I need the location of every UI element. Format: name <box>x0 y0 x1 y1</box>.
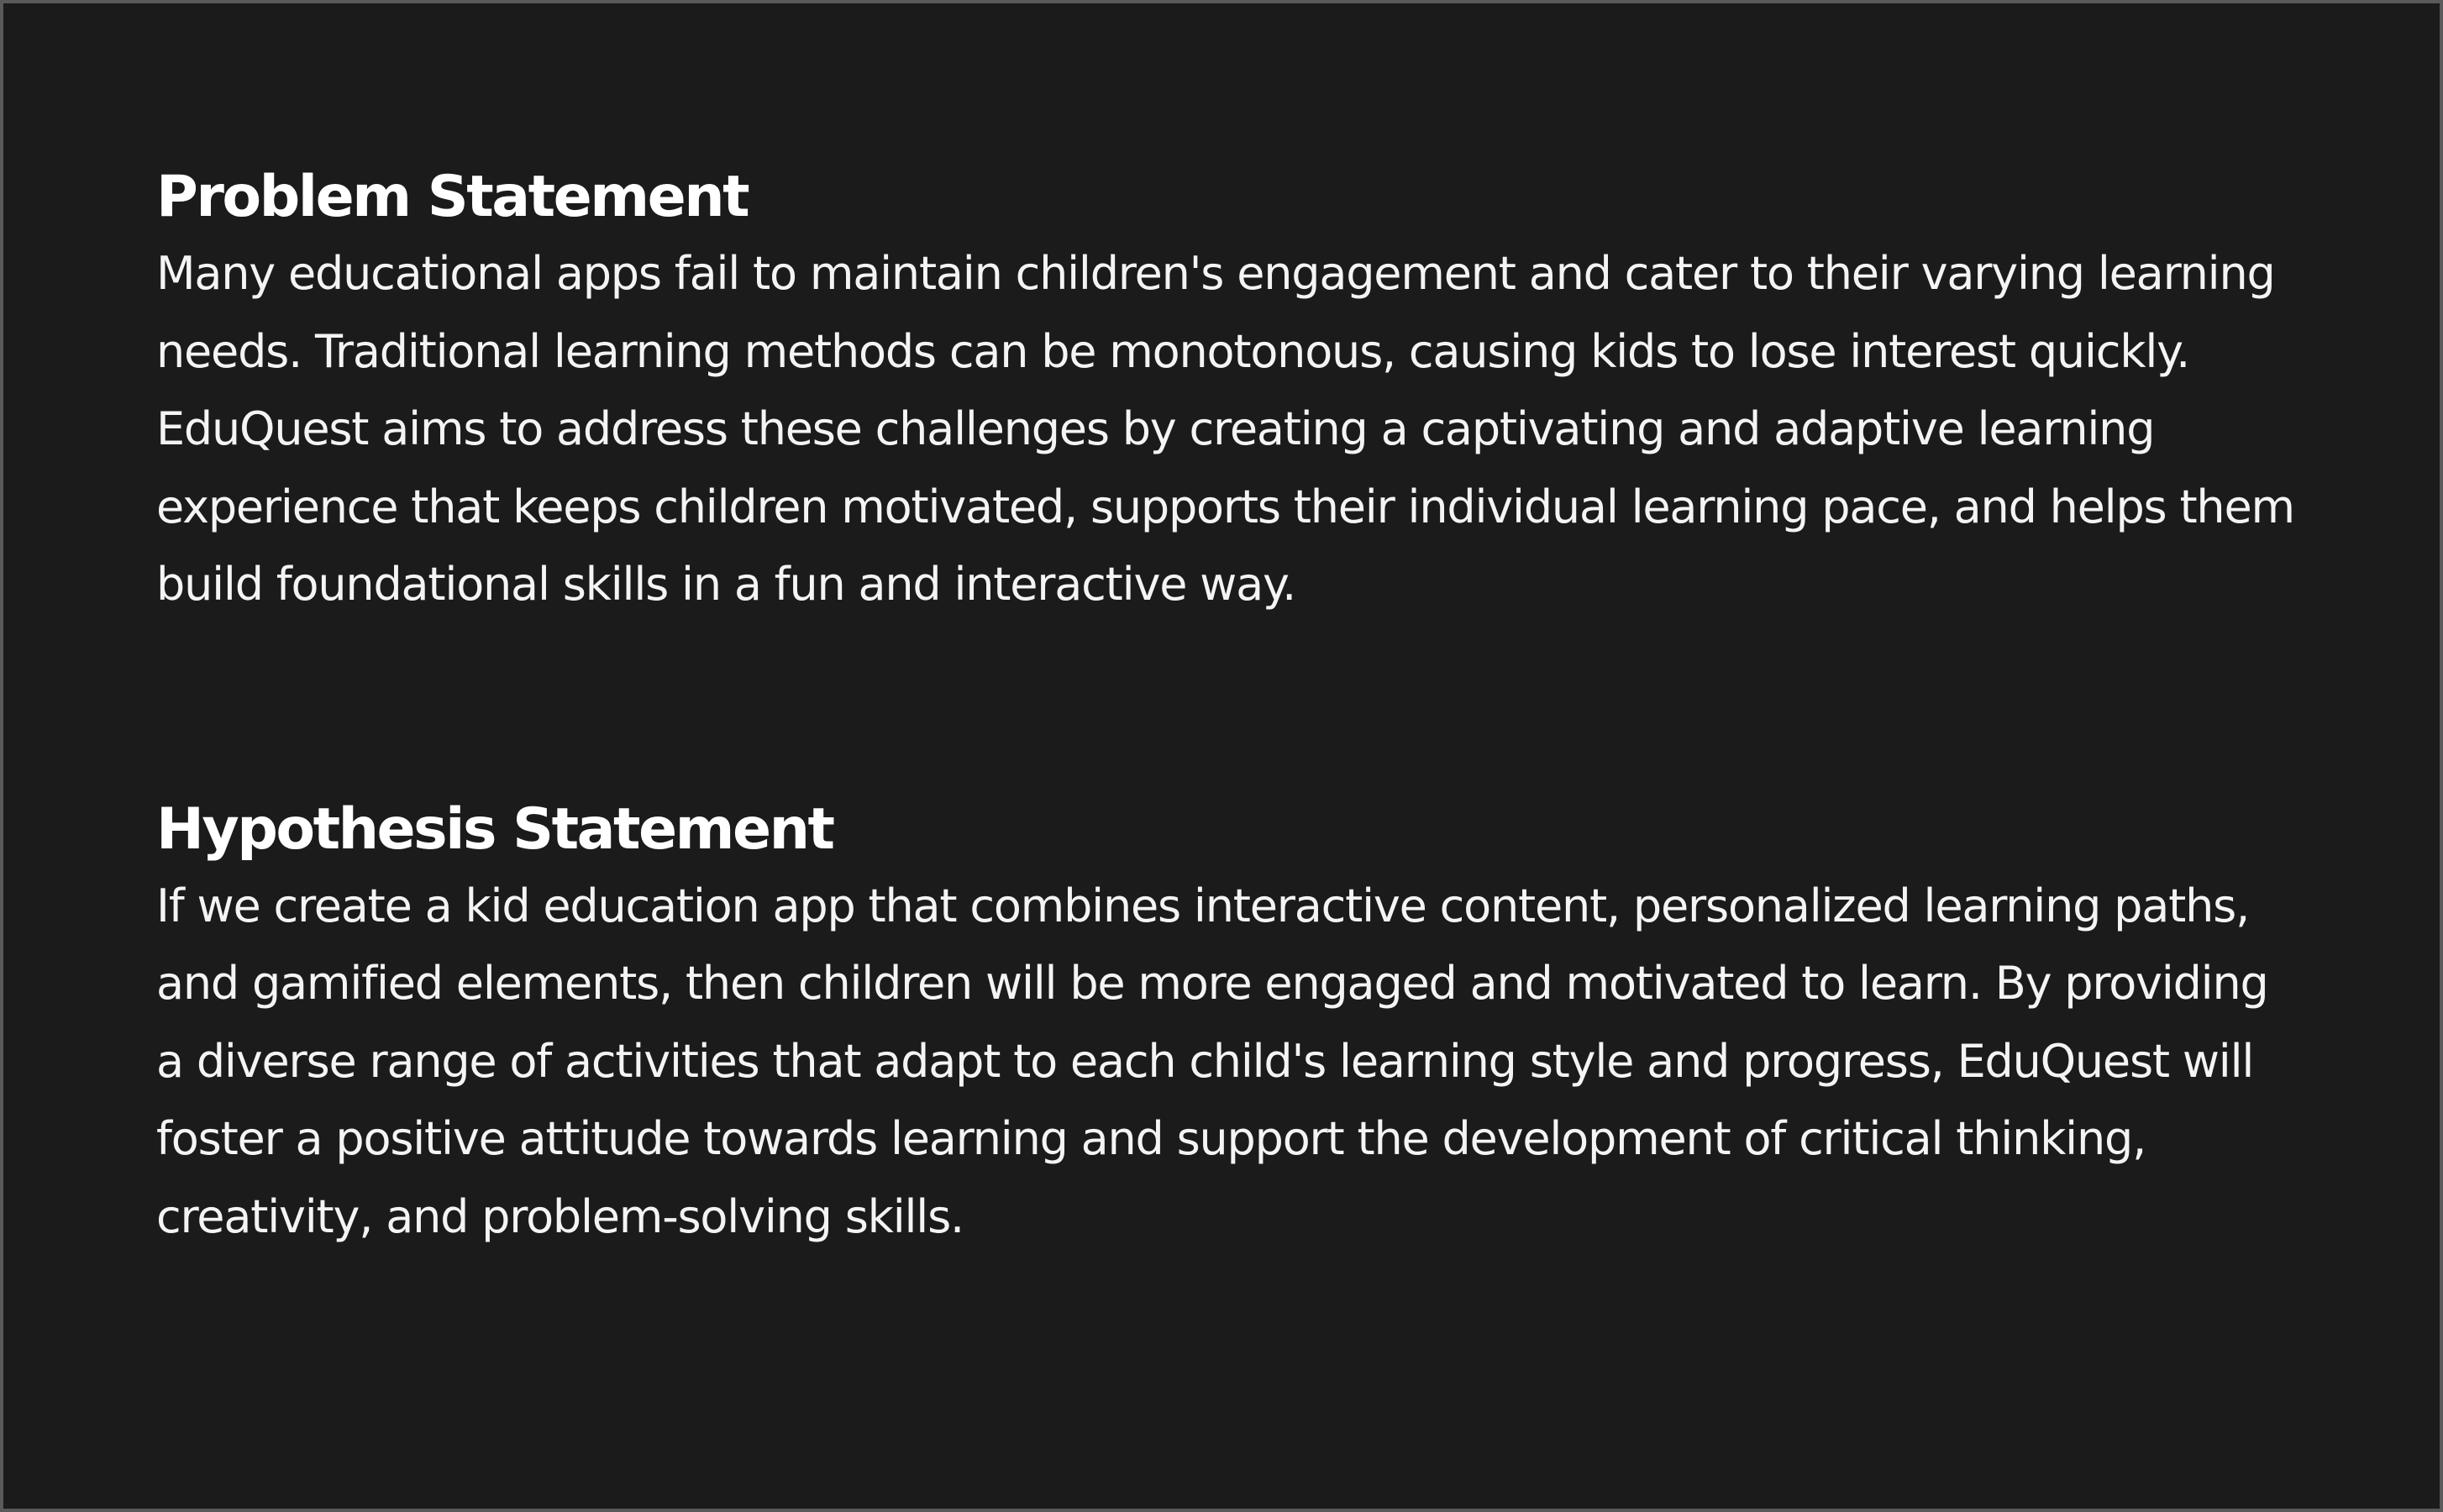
problem-statement-title: Problem Statement <box>156 164 749 230</box>
content-area <box>156 160 2307 1256</box>
hypothesis-statement-body: If we create a kid education app that combines interactive content, personalized learning paths, and gamified elements, then children will be more engaged and motivated to learn. By providing a diverse range of activities that adapt to each child's learning style and progress, EduQuest will foster a positive attitude towards learning and support the development of critical thinking, creativity, and problem-solving skills. <box>156 879 2268 1243</box>
problem-statement-body: Many educational apps fail to maintain children's engagement and cater to their varying learning needs. Traditional learning methods can be monotonous, causing kids to lose interest quickly. EduQuest aims to address these challenges by creating a captivating and adaptive learning experience that keeps children motivated, supports their individual learning pace, and helps them build foundational skills in a fun and interactive way. <box>156 247 2294 611</box>
problem-statement-section <box>156 160 2307 624</box>
hypothesis-statement-title: Hypothesis Statement <box>156 795 833 863</box>
hypothesis-statement-section <box>156 792 2307 1257</box>
